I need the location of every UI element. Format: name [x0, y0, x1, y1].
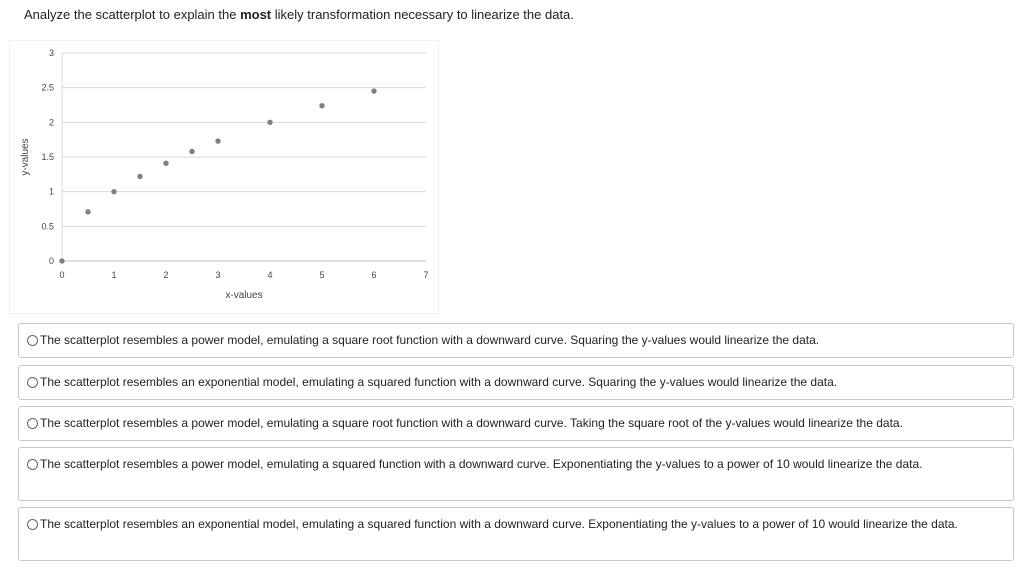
x-tick-label: 2: [163, 270, 169, 280]
question-post: likely transformation necessary to linearize the data.: [271, 7, 574, 22]
scatterplot-svg: [10, 41, 438, 313]
x-tick-label: 6: [371, 270, 377, 280]
answer-option-1[interactable]: [18, 323, 1014, 358]
data-point: [137, 174, 142, 179]
x-tick-label: 3: [215, 270, 221, 280]
radio-icon[interactable]: [27, 459, 38, 470]
x-tick-label: 0: [59, 270, 65, 280]
y-tick-label: 1: [48, 186, 54, 197]
data-point: [189, 149, 194, 154]
data-point: [371, 88, 376, 93]
data-point: [59, 258, 64, 263]
radio-icon[interactable]: [27, 335, 38, 346]
data-point: [215, 138, 220, 143]
answer-option-5[interactable]: [18, 507, 1014, 561]
question-emphasis: most: [240, 7, 272, 22]
x-tick-label: 7: [423, 270, 429, 280]
y-axis-label: y-values: [20, 138, 31, 176]
answer-option-4[interactable]: [18, 447, 1014, 501]
data-point: [163, 161, 168, 166]
scatterplot: [10, 41, 438, 313]
option-label: The scatterplot resembles a power model, emulating a square root function with a downward curve. Squaring the y-values would linearize the data.: [40, 333, 820, 347]
y-tick-label: 0.5: [41, 221, 54, 232]
option-label: The scatterplot resembles an exponential model, emulating a squared function with a downward curve. Exponentiating the y-values to a power of 10 would linearize the data.: [40, 517, 958, 531]
x-tick-label: 5: [319, 270, 325, 280]
data-point: [85, 209, 90, 214]
option-label: The scatterplot resembles a power model, emulating a squared function with a downward curve. Exponentiating the y-values to a power of 10 would linearize the data.: [40, 457, 923, 471]
radio-icon[interactable]: [27, 377, 38, 388]
answer-option-2[interactable]: [18, 365, 1014, 400]
x-axis-label: x-values: [225, 290, 263, 301]
question-text: [24, 7, 574, 22]
y-tick-label: 2: [48, 117, 54, 128]
y-tick-label: 1.5: [41, 152, 54, 162]
option-label: The scatterplot resembles an exponential model, emulating a squared function with a downward curve. Squaring the y-values would linearize the data.: [40, 375, 838, 389]
data-point: [267, 120, 272, 125]
x-tick-label: 1: [111, 270, 117, 280]
radio-icon[interactable]: [27, 418, 38, 429]
data-point: [111, 189, 116, 194]
y-tick-label: 3: [48, 48, 54, 58]
question-pre: Analyze the scatterplot to explain the: [24, 7, 241, 22]
option-label: The scatterplot resembles a power model, emulating a square root function with a downward curve. Taking the square root of the y-values would linearize the data.: [40, 416, 903, 430]
radio-icon[interactable]: [27, 519, 38, 530]
answer-option-3[interactable]: [18, 406, 1014, 441]
data-point: [319, 103, 324, 108]
x-tick-label: 4: [267, 270, 273, 280]
y-tick-label: 2.5: [41, 82, 54, 93]
y-tick-label: 0: [48, 256, 54, 266]
